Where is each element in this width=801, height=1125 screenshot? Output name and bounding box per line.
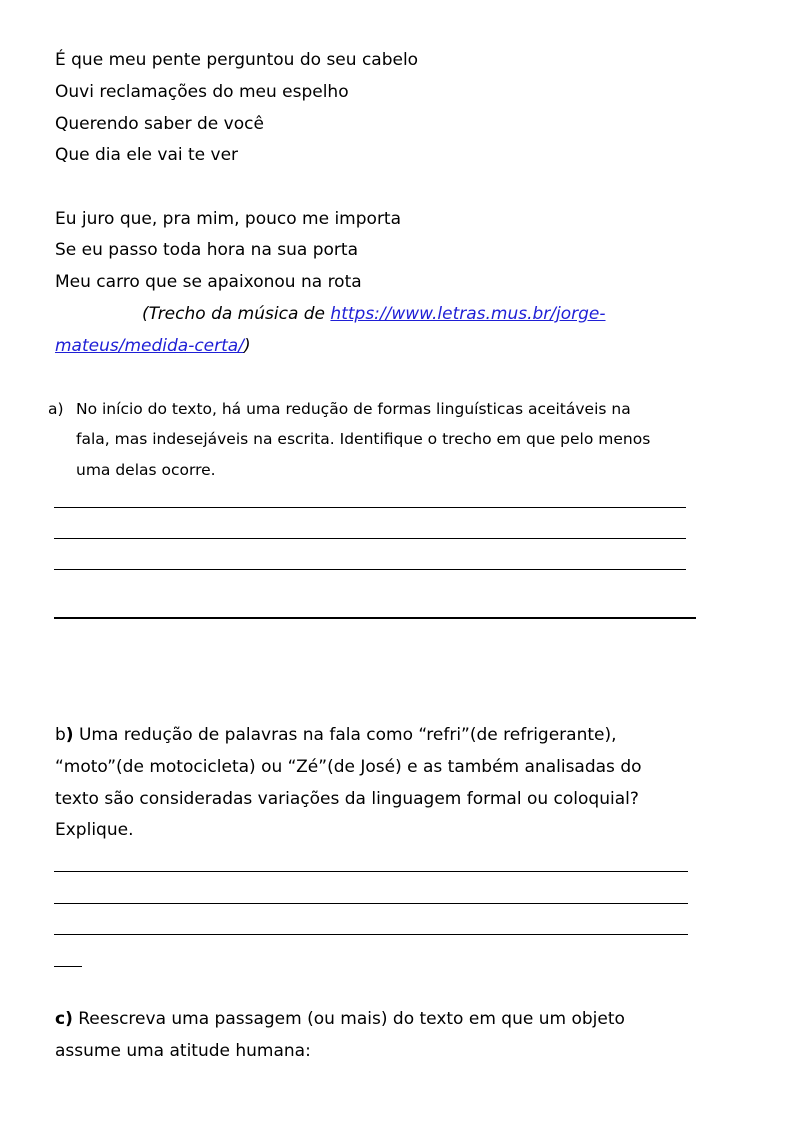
question-c-text-1: Reescreva uma passagem (ou mais) do texto em que um objeto <box>72 1009 625 1029</box>
answer-line-a-3[interactable] <box>54 569 686 570</box>
source-link-part-2[interactable]: mateus/medida-certa/ <box>55 336 244 356</box>
answer-line-b-4[interactable] <box>54 966 82 967</box>
poem-line-5: Eu juro que, pra mim, pouco me importa <box>55 209 402 229</box>
answer-line-a-2[interactable] <box>54 538 686 539</box>
poem-line-6: Se eu passo toda hora na sua porta <box>55 240 358 260</box>
source-citation-line-2 <box>55 335 251 357</box>
source-suffix: ) <box>243 336 251 356</box>
source-prefix: (Trecho da música de <box>142 304 331 324</box>
poem-line-3: Querendo saber de você <box>55 114 264 134</box>
answer-line-a-1[interactable] <box>54 507 686 508</box>
question-b-text-1: Uma redução de palavras na fala como “refri”(de refrigerante), <box>73 725 617 745</box>
question-b-line-2: “moto”(de motocicleta) ou “Zé”(de José) e as também analisadas do <box>55 757 642 777</box>
answer-line-b-2[interactable] <box>54 903 688 904</box>
question-c-line-2: assume uma atitude humana: <box>55 1041 311 1061</box>
question-a-line-1: No início do texto, há uma redução de formas linguísticas aceitáveis na <box>76 400 631 418</box>
answer-line-b-1[interactable] <box>54 871 688 872</box>
poem-line-2: Ouvi reclamações do meu espelho <box>55 82 349 102</box>
source-link-part-1[interactable]: https://www.letras.mus.br/jorge- <box>330 304 606 324</box>
question-b-marker-paren: ) <box>65 725 74 745</box>
question-c-line-1 <box>55 1008 625 1030</box>
source-citation-line-1 <box>142 303 606 325</box>
question-a-marker: a) <box>48 400 64 418</box>
question-c-marker: c) <box>55 1009 73 1029</box>
question-b-line-1 <box>55 724 617 746</box>
question-a-line-3: uma delas ocorre. <box>76 461 216 479</box>
question-b-line-3: texto são consideradas variações da linguagem formal ou coloquial? <box>55 789 639 809</box>
poem-line-1: É que meu pente perguntou do seu cabelo <box>55 50 419 70</box>
poem-line-4: Que dia ele vai te ver <box>55 145 239 165</box>
separator-rule <box>54 617 696 619</box>
question-b-line-4: Explique. <box>55 820 134 840</box>
question-a-line-2: fala, mas indesejáveis na escrita. Identifique o trecho em que pelo menos <box>76 430 651 448</box>
poem-line-7: Meu carro que se apaixonou na rota <box>55 272 362 292</box>
answer-line-b-3[interactable] <box>54 934 688 935</box>
question-b-marker-letter: b <box>55 725 66 745</box>
